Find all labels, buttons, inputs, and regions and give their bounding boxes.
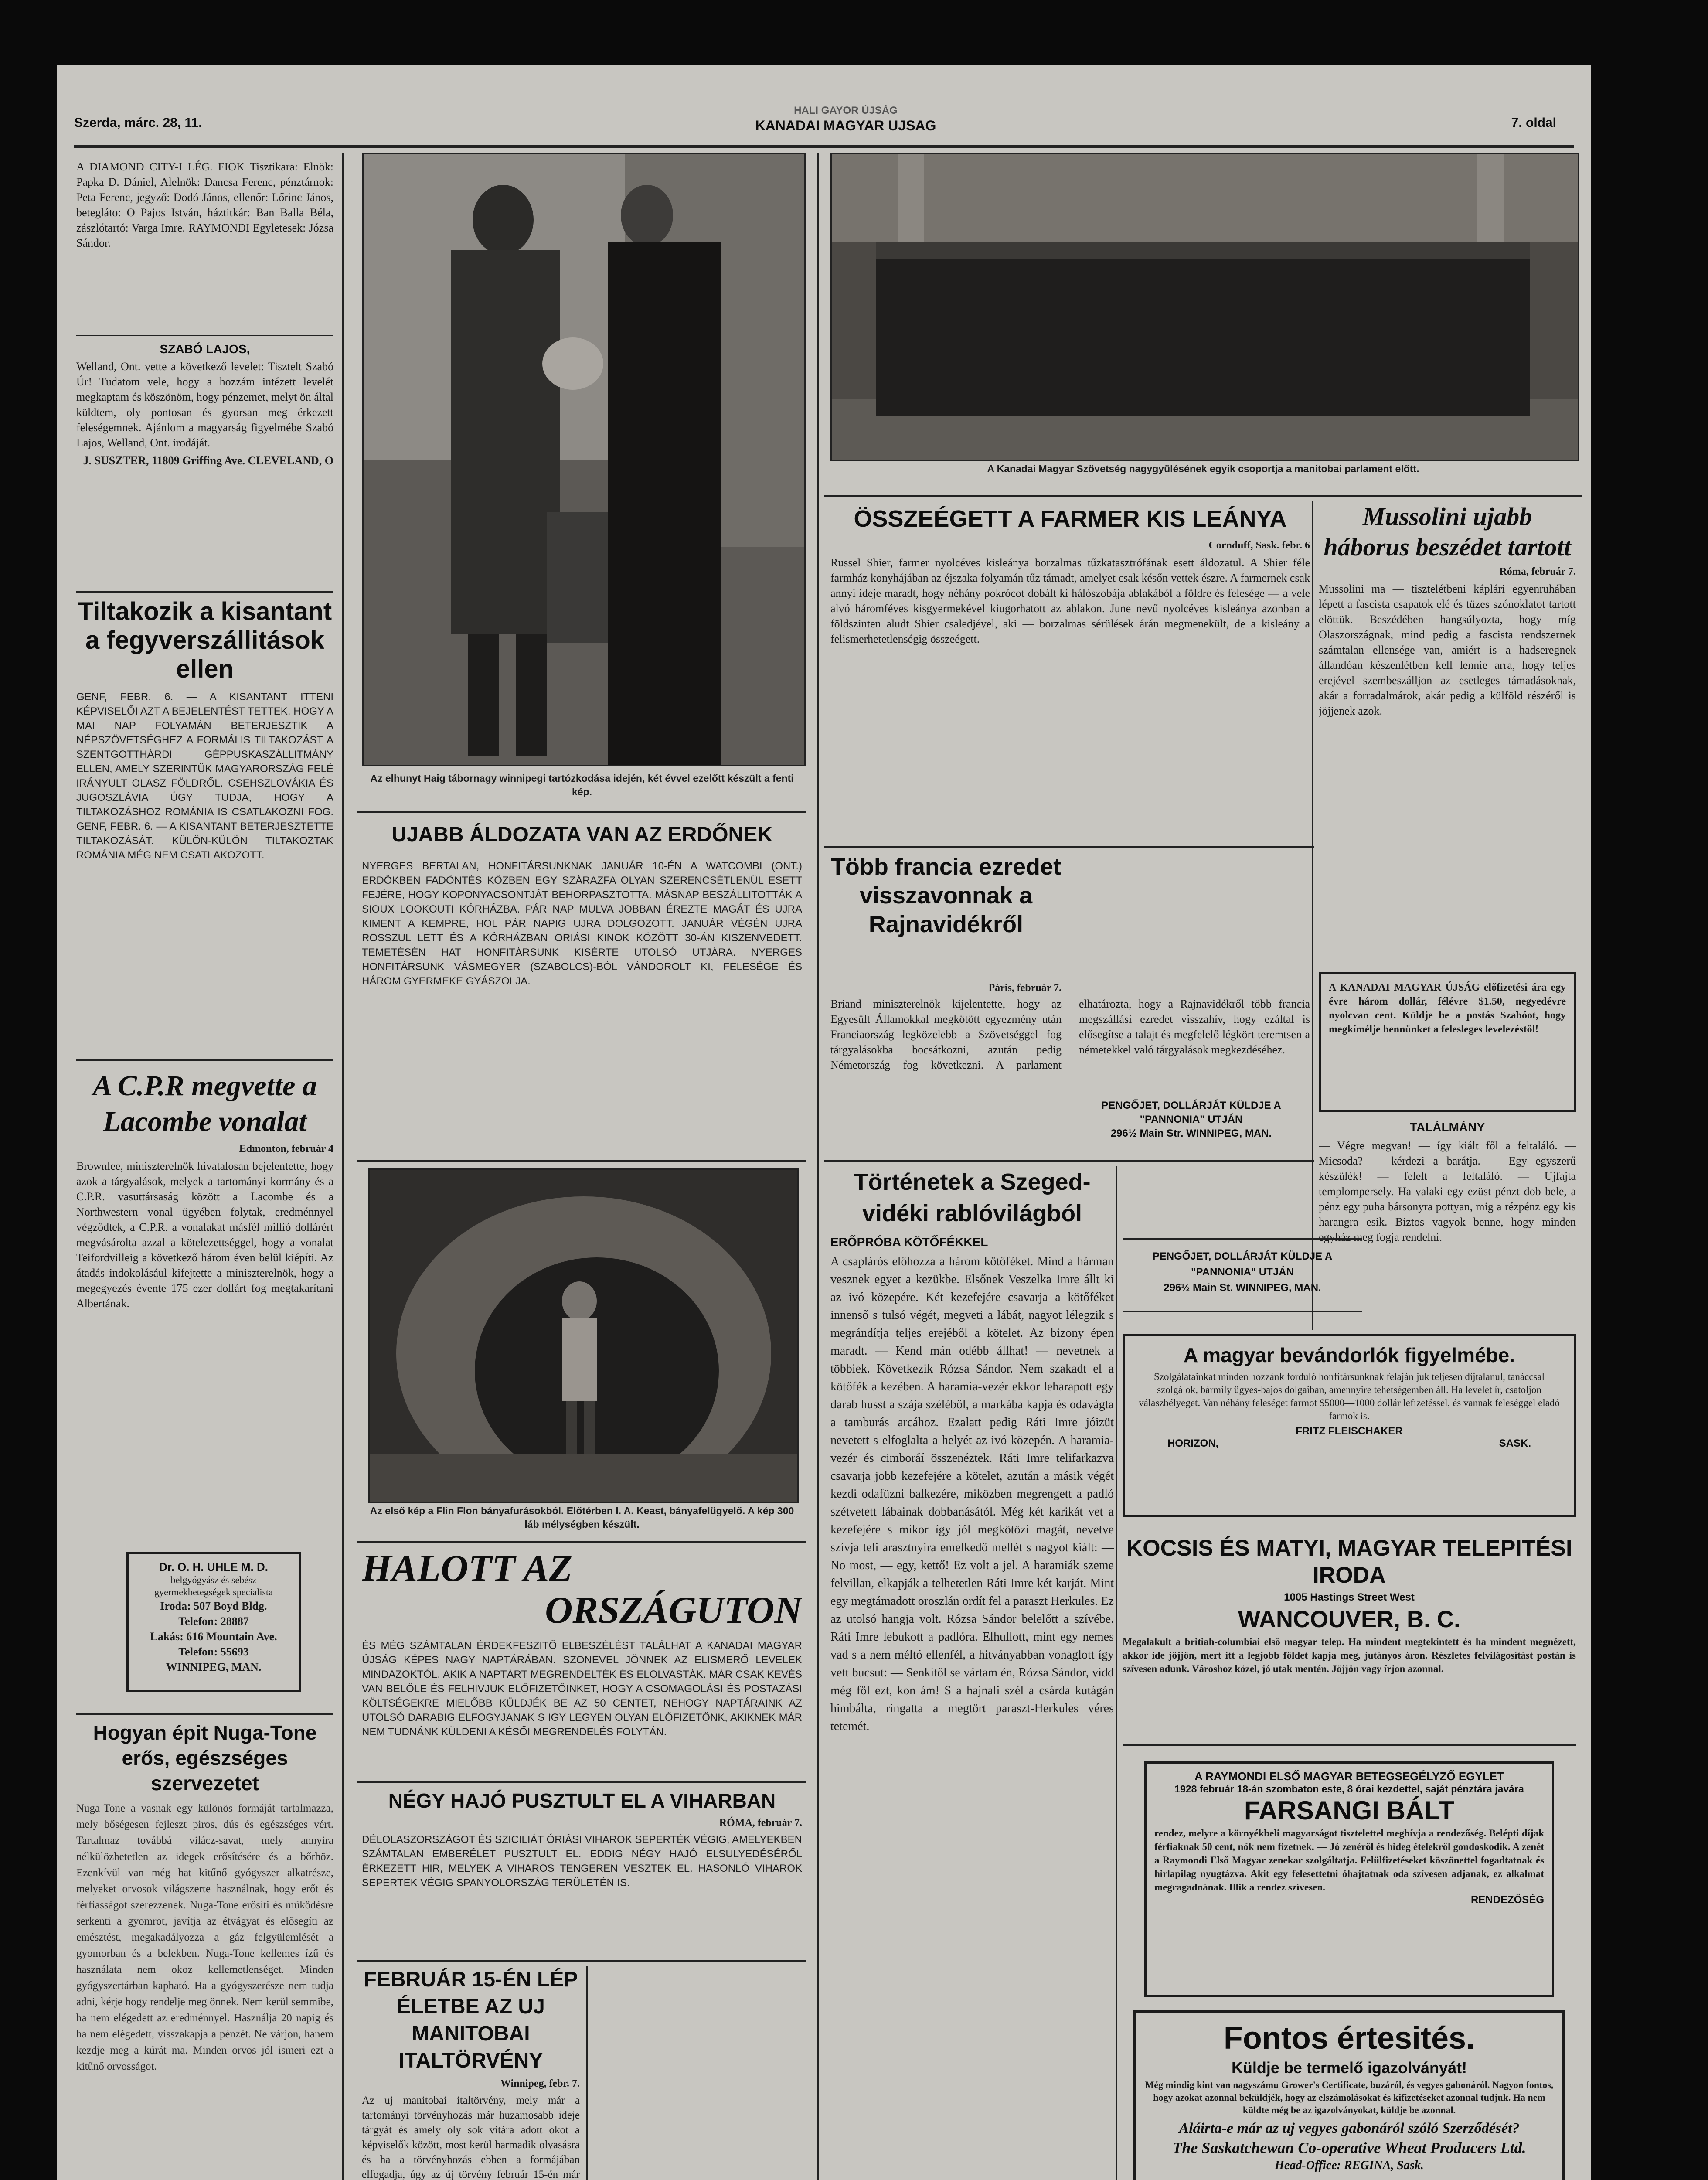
- halott-headline-1: HALOTT AZ: [362, 1548, 573, 1590]
- szeged-article: [830, 1166, 1114, 2180]
- kocsis-address: 1005 Hastings Street West: [1284, 1591, 1415, 1603]
- kocsis-ad: [1123, 1535, 1576, 1746]
- bevandorlok-body: Szolgálatainkat minden hozzánk forduló honfitársunknak felajánljuk teljesen díjtalanul, tanáccsal szolgálok, bármily ügyes-bajos dolgaiban, amennyire tehetségemben áll. Ha levelet ír, csatoljon válaszbélyeget. Van néhány feleséget farmot $5000—1000 dollár lefizetéssel, és vannak feleséggel eladó farmok is.: [1139, 1371, 1560, 1421]
- farmer-dateline: Cornduff, Sask. febr. 6: [1208, 540, 1310, 551]
- divider: [76, 335, 333, 336]
- uhle-line: Iroda: 507 Boyd Bldg.: [160, 1600, 267, 1612]
- raymondi-sign: RENDEZŐSÉG: [1470, 1894, 1544, 1906]
- haig-caption: Az elhunyt Haig tábornagy winnipegi tartózkodása idején, két évvel ezelőtt készült a fenti kép.: [370, 773, 794, 797]
- nuga-headline: Hogyan épit Nuga-Tone erős, egészséges szervezetet: [93, 1721, 317, 1795]
- column-rule-2: [817, 153, 819, 2180]
- bevandorlok-headline: A magyar bevándorlók figyelmébe.: [1183, 1344, 1515, 1366]
- kocsis-city: WANCOUVER, B. C.: [1238, 1606, 1461, 1632]
- pengojet-line: PENGŐJET, DOLLÁRJÁT KÜLDJE A "PANNONIA" UTJÁN: [1152, 1250, 1333, 1278]
- mine-photo: [368, 1168, 799, 1503]
- fontos-headline: Fontos értesités.: [1223, 2021, 1475, 2056]
- francia-dateline: Páris, február 7.: [988, 982, 1062, 994]
- kmu-subscription-box: [1319, 972, 1576, 1112]
- assembly-caption: A Kanadai Magyar Szövetség nagygyülésének egyik csoportja a manitobai parlament előtt.: [987, 463, 1419, 474]
- divider: [76, 1059, 333, 1061]
- febr-dateline: Winnipeg, febr. 7.: [500, 2078, 580, 2089]
- newspaper-page: [57, 65, 1591, 2180]
- fontos-ad: [1133, 2010, 1565, 2180]
- uhle-line: Lakás: 616 Mountain Ave.: [150, 1630, 277, 1643]
- divider: [824, 846, 1314, 848]
- pengojet-ad-1: [1072, 1099, 1310, 1151]
- cpr-article: [76, 1068, 333, 1548]
- pengojet-address: 296½ Main St. WINNIPEG, MAN.: [1164, 1282, 1321, 1294]
- francia-headline: Több francia ezredet visszavonnak a Rajnavidékről: [830, 854, 1062, 937]
- szeged-headline: Történetek a Szeged-vidéki rablóvilágból: [854, 1169, 1091, 1226]
- letter-heading: SZABÓ LAJOS,: [160, 342, 250, 356]
- divider: [76, 591, 333, 593]
- szabo-letter: [76, 342, 333, 630]
- szeged-body: A csaplárós előhozza a három kötőféket. Mind a hárman vesznek egyet a kezükbe. Elsőnek Veszelka Imre állt ki az ivó közepére. Két kezefejére csavarja a kötőféket innenső s tulsó végét, megveti a lábát, nagyot lélegzik s megrándítja teljes erejéből a kötelet. Az bizony épen maradt. — Kend mán odébb állhat! — nevetnek a többiek. Következik Rózsa Sándor. Nem szakadt el a kötőfék a kezében. A haramia-vezér ekkor leharapott egy darab husst a szája széléből, a markába kapja és odavágta a tamburás arcához. Ezalatt pedig Ráti Imre jóizüt nevetett s elfoglalta a helyét az ivó közepén. A haramia-vezér és cimboráí összenéztek. Ráti Imre telifarkazva csavarja jobb kezefejére a kötelet, azután a másik végét kezdi odafüzni balkezére, miközben megrengett a padló szétvetett lábainak dobbanásától. Még két karikát vet a kezefejére s mikor így jól megkötözi magát, nevetve szívja teli arasztnyira emelkedő mellét s nagyot kiált: — No most, — egy, kettő! Ez volt a jel. A haramiák szeme felvillan, elkapják a telhetetlen Ráti Imre két karját. Mint egy megtámadott oroszlán ordít fel a paraszt Herkules. Ez az utolsó hangja volt. Rózsa Sándor belelőtt a szívébe. Ráti Imre lebukott a padlóra. Elhullott, mint egy nemes vad s a nem méltó ellenfél, a hitványabban vonaglott így vett bucsut: — Senkitől se vártam én, Rózsa Sándor, vidd még föl ezt, kon ám! S a hajnali szél a csárda kutágán himbálta, ringatta a megtört paraszt-Herkules véres tetemét.: [830, 1255, 1114, 1733]
- bevandorlok-sign: FRITZ FLEISCHAKER: [1296, 1425, 1403, 1437]
- uhle-line: Telefon: 28887: [178, 1615, 249, 1628]
- mussolini-dateline: Róma, február 7.: [1499, 566, 1576, 577]
- fontos-body: Még mindig kint van nagyszámu Grower's Certificate, buzáról, és vegyes gabonáról. Nagyon fontos, hogy azokat azonnal beküldjék, hogy az elszámolásokat és kifizetéseket azonnal tudjuk. Ha nem küldte még be az igazolványokat, küldje be azonnal.: [1145, 2079, 1554, 2115]
- halott-article: [362, 1548, 802, 1818]
- cpr-headline: A C.P.R megvette a Lacombe vonalat: [93, 1070, 317, 1138]
- mussolini-headline: Mussolini ujabb háborus beszédet tartott: [1324, 502, 1571, 561]
- raymondi-title: A RAYMONDI ELSŐ MAGYAR BETEGSEGÉLYZŐ EGYLET: [1194, 1770, 1504, 1783]
- fontos-office: Head-Office: REGINA, Sask.: [1275, 2159, 1424, 2172]
- raymondi-headline: FARSANGI BÁLT: [1244, 1796, 1455, 1825]
- cpr-body: Brownlee, miniszterelnök hivatalosan bejelentette, hogy azok a tárgyalások, melyek a tartományi kormány és a C.P.R. vasuttársaság között a Lacombe és a Northwestern vonal ügyében folytak, eredménnyel végződtek, a C.P.R. a vonalakat másfél millió dollárért megvásárolta azzal a kötelezettséggel, hogy a vonalat Teifordvilleig a következő három éven belül kiépíti. Az átadás indokolásául kifejtette a miniszterelnök, hogy a megegyezés évente 175 ezer dollárt fog megtakarítani Albertának.: [76, 1160, 333, 1310]
- divider: [76, 1713, 333, 1715]
- pengojet-line: PENGŐJET, DOLLÁRJÁT KÜLDJE A "PANNONIA" UTJÁN: [1101, 1100, 1281, 1125]
- haig-photo-image: [364, 154, 804, 765]
- febr-article: [362, 1966, 580, 2180]
- nuga-body: Nuga-Tone a vasnak egy különös formáját tartalmazza, mely bőségesen fejleszt piros, dús és egészséges vért. Tartalmaz továbbá vilácz-savat, mely annyira nélkülözhetetlen az idegek erősítésére és a bőrhöz. Ezenkívül van még hat kitűnő gyógyszer alkatrésze, melyeket orvosok világszerte használnak, hogy erőt és férfiasságot szerezzenek. Nuga-Tone erősíti és működésre serkenti a gyomrot, javítja az étvágyat és elősegíti az emésztést, megakadályozza a gáz felgyülemlését a gyomorban és a belekben. Nuga-Tone kellemes ízű és használata nem okoz kellemetlenséget. Minden gyógyszertárban kapható. Ha a gyógyszerésze nem tudja adni, kérje hogy rendelje meg önnek. Nem kerül semmibe, ha nem elégedett az eredménnyel. Használja 20 napig és ha nem elégedett, visszakapja a pénzét. Ne várjon, hanem kezdje meg a kúrát ma. Minden orvos jól ismeri ezt a kitűnő orvosságot.: [76, 1802, 333, 2072]
- letter-body: Welland, Ont. vette a következő levelet: Tisztelt Szabó Úr! Tudatom vele, hogy a hozzám intézett levelét megkaptam és köszönöm, hogy pénzemet, melyt ön által küldtem, oly pontosan és gyorsan meg érkezett feleségemnek. Ajánlom a magyarság figyelmébe Szabó Lajos, Welland, Ont. irodáját.: [76, 360, 333, 449]
- raymondi-body: rendez, melyre a környékbeli magyarságot tisztelettel meghívja a rendezőség. Belépti díjak férfiaknak 50 cent, nők nem fizetnek. — Jó zenéről és hideg ételekről gondoskodik. A zenét a Raymondi Első Magyar zenekar szolgáltatja. Felülfizetéseket köszönettel fogadtatnak és hirlapilag nyugtázva. Akit egy felesettetni óhajtatnak oda szívesen adjanak, ez alkalmat megragadnának. Illik a rendez szívesen.: [1154, 1828, 1544, 1893]
- mine-caption: Az első kép a Flin Flon bányafurásokból. Előtérben I. A. Keast, bányafelügyelő. A kép 300 láb mélységben készült.: [370, 1505, 794, 1530]
- divider: [357, 1781, 806, 1783]
- talalmany-body: — Végre megvan! — így kiált fől a feltaláló. — Micsoda? — kérdezi a barátja. — Egy egyszerű készülék! — felelt a feltaláló. — Ujfajta templompersely. Ha valaki egy ezüst pénzt dob bele, a pénz egy puha bársonyra pottyan, mig a rézpénz egy kis harangra esik. Biztos vagyok benne, hogy minden egyház meg fogja rendelni.: [1319, 1139, 1576, 1243]
- bevandorlok-province: SASK.: [1499, 1437, 1531, 1449]
- tiltakozik-article: [76, 597, 333, 1125]
- francia-article: [830, 852, 1310, 1123]
- bevandorlok-ad: [1123, 1334, 1576, 1517]
- divider: [824, 1160, 1314, 1162]
- mussolini-article: [1319, 501, 1576, 950]
- assembly-photo: [830, 153, 1579, 461]
- uhle-ad: [126, 1552, 301, 1692]
- column-rule-4: [1116, 1166, 1117, 2180]
- hajo-body: DÉLOLASZORSZÁGOT ÉS SZICILIÁT ÓRIÁSI VIHAROK SEPERTÉK VÉGIG, AMELYEKBEN SZÁMTALAN EMBERÉLET PUSZTULT EL. EDDIG NÉGY HAJÓ ELSULYEDÉSÉRŐL ÉRKEZETT HIR, MELYEK A VIHAROS TENGEREN VESZTEK EL. HASONLÓ VIHAROK SEPERTEK VÉGIG SPANYOLORSZÁG TERÜLETÉN IS.: [362, 1834, 802, 1889]
- column-rule-3: [1312, 501, 1313, 1330]
- febr-body: Az uj manitobai italtörvény, mely már a tartományi törvényhozás már huzamosabb ideje tárgyát és amely oly sok vitára adott okot a képviselők között, most kerül harmadik olvasásra és ha a törvényhozás ebben a formájában elfogadja, úgy az új törvény február 15-én már: [362, 2095, 580, 2180]
- szeged-subhead: ERŐPRÓBA KÖTŐFÉKKEL: [830, 1235, 988, 1249]
- francia-body: Briand miniszterelnök kijelentette, hogy az Egyesült Államokkal megkötött egyezmény után Franciaország legközelebb a Szövetséggel fog tárgyalásokba bocsátkozni, azután pedig Németország fog következni. A parlament elhatározta, hogy a Rajnavidékről több francia megszállási ezredet visszahív, hogy ezáltal is elősegítse a talajt és megfelelő légkört teremtsen a németekkel való tárgyalások megkezdéséhez.: [830, 998, 1310, 1071]
- raymondi-date: 1928 február 18-án szombaton este, 8 órai kezdettel, saját pénztára javára: [1174, 1783, 1524, 1795]
- haig-photo: [362, 153, 806, 766]
- divider: [824, 495, 1582, 497]
- assembly-photo-image: [832, 154, 1578, 460]
- divider: [357, 1541, 806, 1543]
- diamond-city-notice: A DIAMOND CITY-I LÉG. FIOK Tisztikara: Elnök: Papka D. Dániel, Alelnök: Dancsa Ferenc, pénztárnok: Peta Ferenc, jegyző: Dodó János, ellenőr: Lőrinc János, betegláto: O Pajos István, háztitkár: Ban Balla Béla, zászlótartó: Varga Imre. RAYMONDI Egyletesek: Józsa Sándor.: [76, 160, 333, 249]
- hajo-headline: NÉGY HAJÓ PUSZTULT EL A VIHARBAN: [388, 1789, 776, 1812]
- tiltakozik-body: GENF, FEBR. 6. — A KISANTANT ITTENI KÉPVISELŐI AZT A BEJELENTÉST TETTEK, HOGY A MAI NAP FOLYAMÁN BETERJESZTIK A NÉPSZÖVETSÉGHEZ A FORMÁLIS TILTAKOZÁST A SZENTGOTTHÁRDI GÉPPUSKASZÁLLITMÁNY ELLEN, AMELY SZERINTÜK MAGYARORSZÁG FELÉ IRÁNYULT OLASZ FÖLDRŐL. CSEHSZLOVÁKIA ÉS JUGOSZLÁVIA ÚGY TUDJA, HOGY A TILTAKOZÁSHOZ ROMÁNIA IS CSATLAKOZNI FOG. GENF, FEBR. 6. — A KISANTANT BETERJESZTETTE TILTAKOZÁSÁT. KÜLÖN-KÜLÖN TILTAKOZTAK ROMÁNIA MÉG NEM CSATLAKOZOTT.: [76, 691, 333, 861]
- bevandorlok-place-row: [1133, 1437, 1566, 1452]
- raymondi-ad: [1144, 1761, 1554, 1997]
- cpr-dateline: Edmonton, február 4: [239, 1143, 333, 1155]
- farmer-body: Russel Shier, farmer nyolcéves kisleánya borzalmas tűzkatasztrófának esett áldozatul. A Shier féle farmház konyhájában az éjszaka folyamán tűz támadt, amelyet csak későn vettek észre. A farmernek csak annyi ideje maradt, hogy néhány pokrócot dobált ki hálószobája ablakából a földre és felesége — a vele alvó háromféves kisgyermekével kiugorhatott az ablakon. June nevű nyolcéves kisleánya azonban a földszinten aludt Shier csaledjével, aki — borzalmas sérülések árán megmenekült, de a kisleány a felismerhetetlenségig összeégett.: [830, 556, 1310, 645]
- pengojet-ad-2: [1123, 1238, 1362, 1312]
- masthead-rule: [74, 145, 1574, 148]
- uhle-line: belgyógyász és sebész gyermekbetegségek specialista: [154, 1574, 273, 1598]
- fontos-company: The Saskatchewan Co-operative Wheat Producers Ltd.: [1172, 2139, 1526, 2156]
- farmer-headline: ÖSSZEÉGETT A FARMER KIS LEÁNYA: [854, 506, 1287, 532]
- divider: [357, 1160, 806, 1162]
- uhle-line: WINNIPEG, MAN.: [166, 1661, 262, 1673]
- kocsis-body: Megalakult a britiah-columbiai első magyar telep. Ha mindent megtekintett és ha mindent megnézett, akkor ide jöjjön, mert itt a legjobb földet kapja meg, jutányos áron. Részletes felvilágosítást postán is szívesen adunk. Városhoz közel, jó utak mentén. Jöjjön vagy írjon azonnal.: [1123, 1636, 1576, 1674]
- masthead-paper-name-top: HALI GAYOR ÚJSÁG: [794, 105, 898, 116]
- talalmany-heading: TALÁLMÁNY: [1409, 1121, 1485, 1134]
- aldozat-article: [362, 820, 802, 1160]
- farmer-article: [830, 501, 1310, 841]
- column-rule-inner: [586, 1966, 588, 2180]
- divider: [357, 811, 806, 813]
- masthead-page-number: 7. oldal: [1511, 116, 1556, 130]
- uhle-line: Telefon: 55693: [178, 1645, 249, 1658]
- fontos-sub: Küldje be termelő igazolványát!: [1231, 2059, 1467, 2077]
- masthead: [57, 105, 1591, 144]
- bevandorlok-place: HORIZON,: [1167, 1437, 1219, 1449]
- hajo-dateline: RÓMA, február 7.: [719, 1817, 802, 1829]
- mussolini-body: Mussolini ma — tisztelétbeni káplári egyenruhában lépett a fascista csapatok elé és tüzes szónoklatot tartott elöttük. Beszédében hangsúlyozta, hogy míg Olaszországnak, mind pedig a fascista rendszernek számtalan ellensége van, amiért is a hadseregnek állandóan készenlétben kell lennie arra, hogy teljes erejével szembeszálljon az esetleges támadásoknak, akár a forradalmárok, akár pedig a külföld részéről is jöjjenek azok.: [1319, 582, 1576, 717]
- febr-headline: FEBRUÁR 15-ÉN LÉP ÉLETBE AZ UJ MANITOBAI ITALTÖRVÉNY: [364, 1968, 578, 2072]
- kocsis-headline: KOCSIS ÉS MATYI, MAGYAR TELEPITÉSI IRODA: [1126, 1536, 1572, 1588]
- masthead-paper-name: KANADAI MAGYAR UJSAG: [755, 118, 936, 133]
- letter-signature: J. SUSZTER, 11809 Griffing Ave. CLEVELAND, O: [83, 454, 333, 467]
- halott-body: ÉS MÉG SZÁMTALAN ÉRDEKFESZITŐ ELBESZÉLÉST TALÁLHAT A KANADAI MAGYAR ÚJSÁG KÉPES NAGY NAPTÁRÁBAN. SZONEVEL JÖNNEK AZ ELISMERŐ LEVELEK MINDAZOKTÓL, AKIK A NAPTÁRT MEGRENDELTÉK ÉS ELOLVASTÁK. MÁR CSAK KEVÉS VAN BELŐLE ÉS FELHIVJUK ELŐFIZETŐINKET, HOGY A CSOMAGOLÁSI ÉS POSTAZÁSI KÖLTSÉGEKRE MIELŐBB KÜLDJÉK BE AZ 50 CENTET, NEHOGY NAPTÁRAINK AZ UTOLSÓ DARABIG ELFOGYJANAK S IGY LEGYEN OLYAN ELŐFIZETŐNK, AKIKNEK MÁR NEM TUDNÁNK KÜLDENI A KÉSŐI MEGRENDELÉS FOLYTÁN.: [362, 1640, 802, 1738]
- masthead-date: Szerda, márc. 28, 11.: [74, 116, 202, 130]
- uhle-line: Dr. O. H. UHLE M. D.: [159, 1560, 268, 1574]
- mine-photo-image: [370, 1170, 797, 1502]
- fontos-question: Aláirta-e már az uj vegyes gabonáról szóló Szerződését?: [1179, 2120, 1520, 2136]
- pengojet-address: 296½ Main Str. WINNIPEG, MAN.: [1110, 1127, 1272, 1139]
- halott-headline-2: ORSZÁGUTON: [544, 1589, 802, 1632]
- aldozat-headline: UJABB ÁLDOZATA VAN AZ ERDŐNEK: [391, 823, 772, 846]
- kmu-subscription-text: A KANADAI MAGYAR ÚJSÁG előfizetési ára egy évre három dollár, félévre $1.50, negyedévre nyolcvan cent. Küldje be a postás Szabóot, hogy megkímélje bennünket a felesleges levelezéstől!: [1329, 982, 1566, 1035]
- aldozat-body: NYERGES BERTALAN, HONFITÁRSUNKNAK JANUÁR 10-ÉN A WATCOMBI (ONT.) ERDŐKBEN FADÖNTÉS KÖZBEN EGY SZÁRAZFA OLYAN SZERENCSÉTLENÜL ESETT FEJÉRE, HOGY KOPONYACSONTJÁT BEHORPASZTOTTA. MÁSNAP BESZÁLLITOTTÁK A SIOUX LOOKOUTI KÓRHÁZBA. PÁR NAP MULVA JOBBAN ÉREZTE MAGÁT ÉS UJRA KIMENT A KEMPRE, HOL PÁR NAPIG UJRA DOLGOZOTT. JANUÁR VÉGÉN UJRA ROSSZUL LETT ÉS A KÓRHÁZBAN ORIÁSI KINOK KÖZÖTT 30-ÁN KISZENVEDETT. TEMETÉSÉN HAT HONFITÁRSUNK KISÉRTE UTOLSÓ UTJÁRA. NYERGES HONFITÁRSUNK VÁSMEGYER (SZABOLCS)-BÓL VÁNDOROLT KI, FELESÉGE ÉS HÁROM GYERMEKE GYÁSZOLJA.: [362, 860, 802, 987]
- tiltakozik-headline: Tiltakozik a kisantant a fegyverszállitások ellen: [78, 597, 332, 683]
- divider: [357, 1960, 806, 1962]
- nuga-tone-ad: [76, 1720, 333, 2180]
- column-rule-1: [342, 153, 344, 2180]
- talalmany-article: [1319, 1121, 1576, 1347]
